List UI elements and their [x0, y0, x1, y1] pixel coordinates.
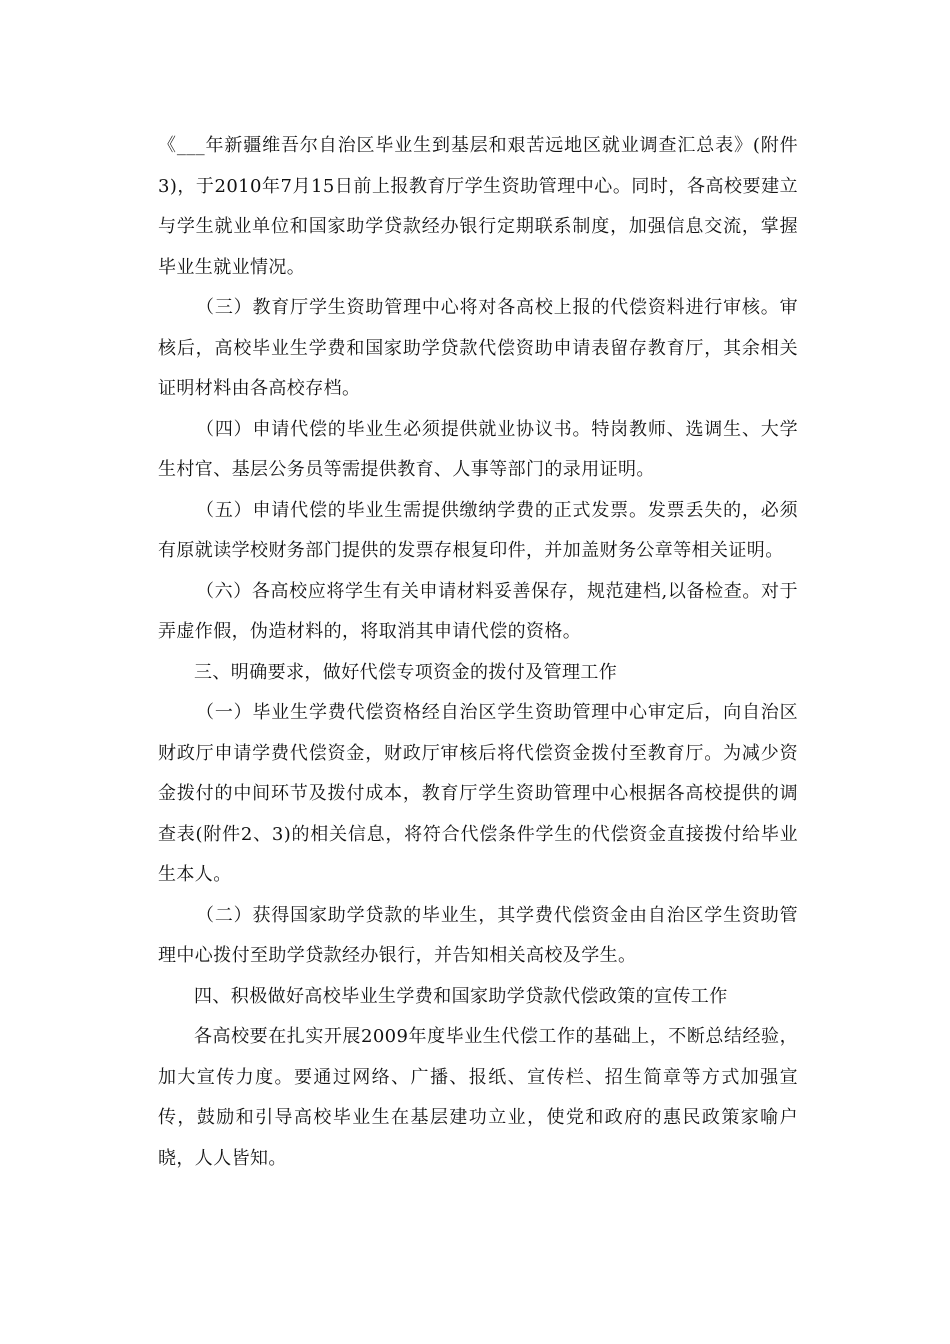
section-heading-3: 三、明确要求，做好代偿专项资金的拨付及管理工作 [194, 661, 618, 683]
paragraph-item-4: （四）申请代偿的毕业生必须提供就业协议书。特岗教师、选调生、大学生村官、基层公务员等需提供教育、人事等部门的录用证明。 [158, 418, 798, 480]
paragraph-item-1: （一）毕业生学费代偿资格经自治区学生资助管理中心审定后，向自治区财政厅申请学费代偿资金，财政厅审核后将代偿资金拨付至教育厅。为减少资金拨付的中间环节及拨付成本，教育厅学生资助管理中心根据各高校提供的调查表(附件2、3)的相关信息，将符合代偿条件学生的代偿资金直接拨付给毕业生本人。 [158, 702, 798, 885]
document-page [158, 126, 798, 1179]
paragraph-item-6: （六）各高校应将学生有关申请材料妥善保存，规范建档,以备检查。对于弄虚作假，伪造材料的，将取消其申请代偿的资格。 [158, 580, 798, 642]
paragraph-body-final: 各高校要在扎实开展2009年度毕业生代偿工作的基础上，不断总结经验，加大宣传力度。要通过网络、广播、报纸、宣传栏、招生简章等方式加强宣传，鼓励和引导高校毕业生在基层建功立业，使党和政府的惠民政策家喻户晓，人人皆知。 [158, 1026, 798, 1169]
section-heading-4: 四、积极做好高校毕业生学费和国家助学贷款代偿政策的宣传工作 [194, 985, 728, 1007]
paragraph-item-3: （三）教育厅学生资助管理中心将对各高校上报的代偿资料进行审核。审核后，高校毕业生学费和国家助学贷款代偿资助申请表留存教育厅，其余相关证明材料由各高校存档。 [158, 297, 798, 399]
paragraph-item-2: （二）获得国家助学贷款的毕业生，其学费代偿资金由自治区学生资助管理中心拨付至助学贷款经办银行，并告知相关高校及学生。 [158, 904, 798, 966]
paragraph-item-5: （五）申请代偿的毕业生需提供缴纳学费的正式发票。发票丢失的，必须有原就读学校财务部门提供的发票存根复印件，并加盖财务公章等相关证明。 [158, 499, 798, 561]
paragraph-attachment3: 《___年新疆维吾尔自治区毕业生到基层和艰苦远地区就业调查汇总表》(附件3)，于2010年7月15日前上报教育厅学生资助管理中心。同时，各高校要建立与学生就业单位和国家助学贷款经办银行定期联系制度，加强信息交流，掌握毕业生就业情况。 [158, 135, 798, 278]
